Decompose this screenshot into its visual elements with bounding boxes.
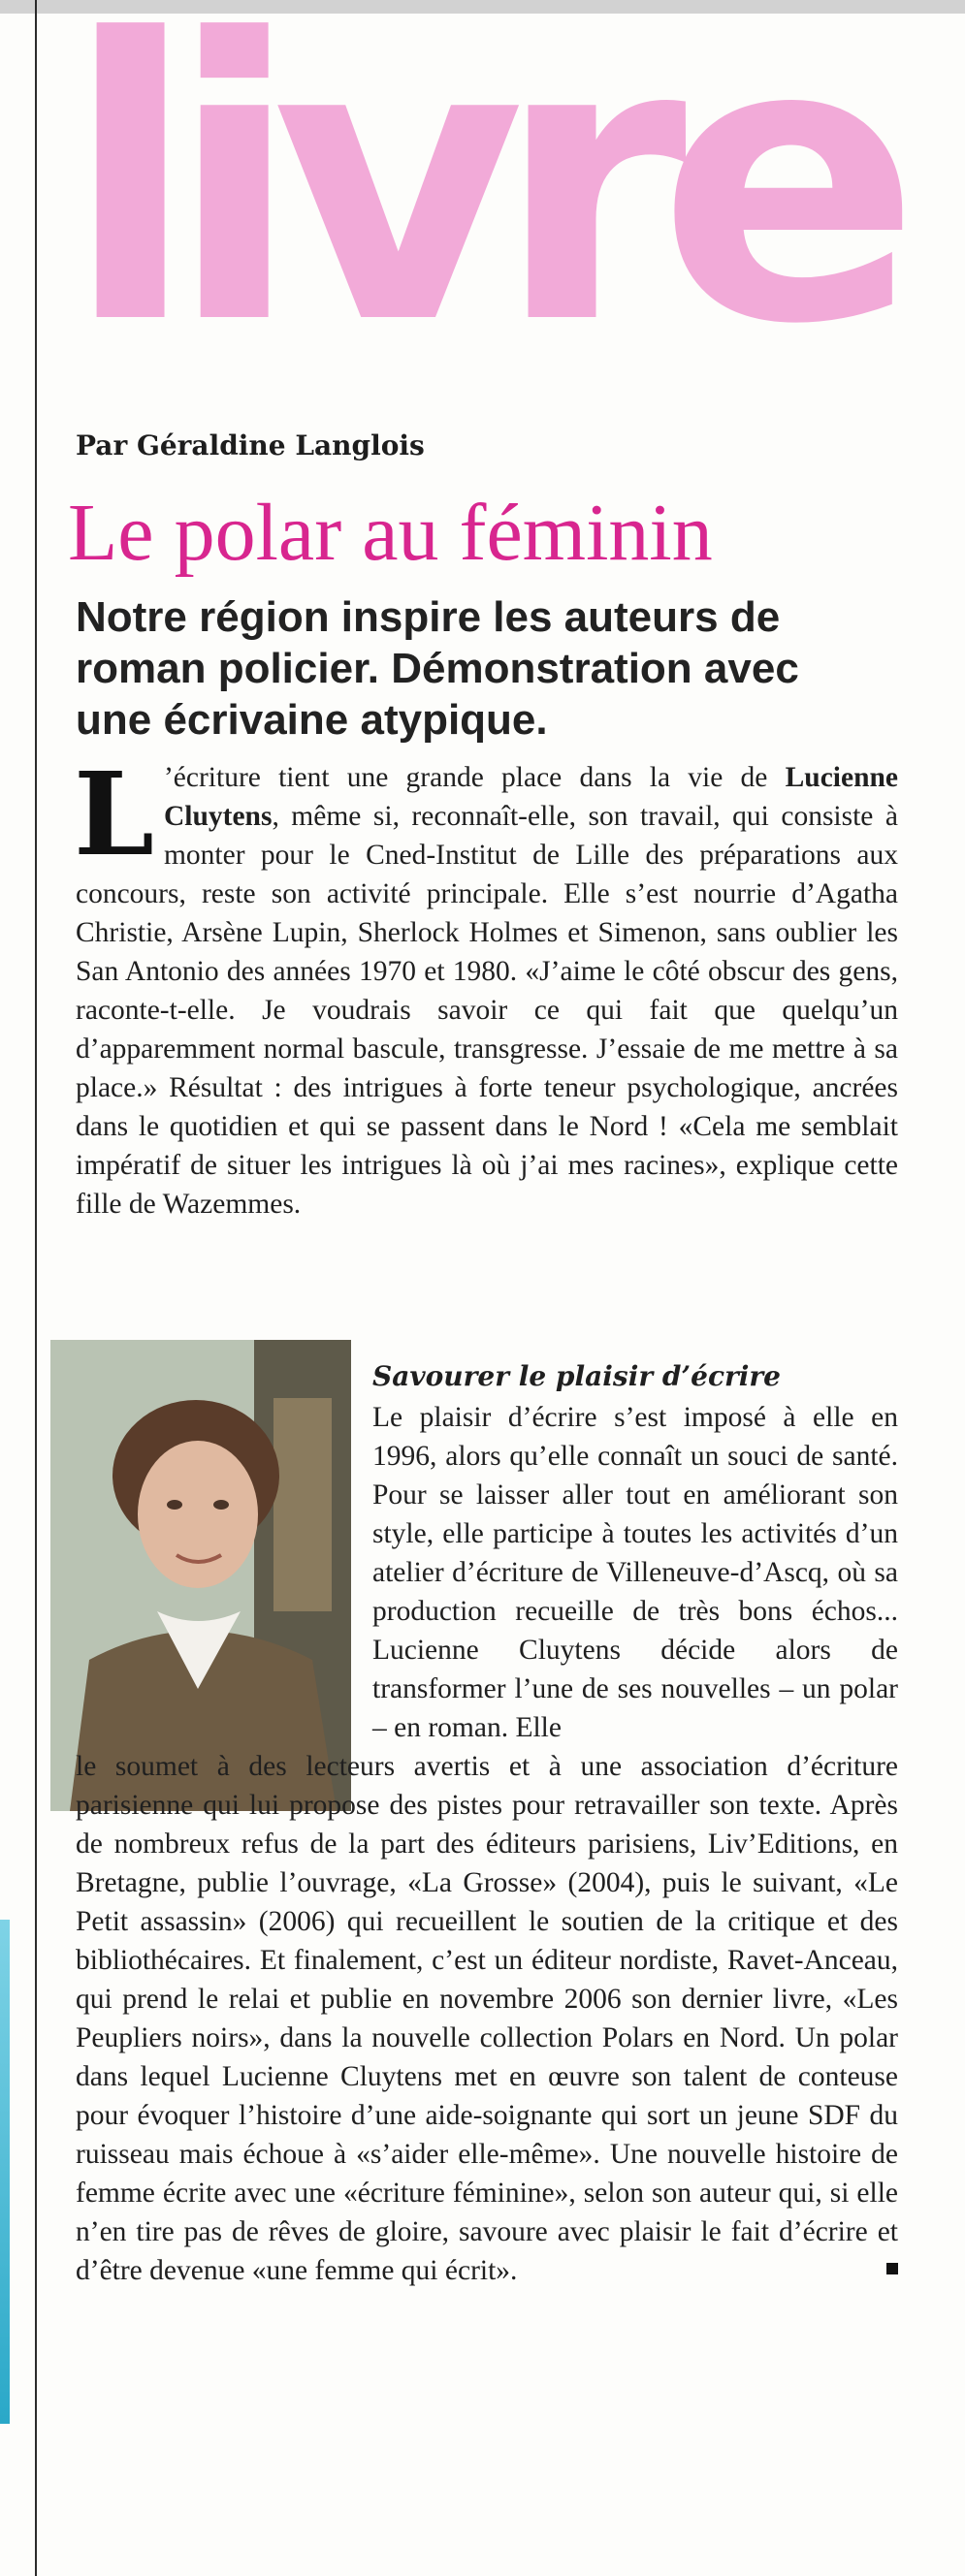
drop-cap: L [74, 747, 154, 881]
end-mark [886, 2263, 898, 2274]
side-column [372, 1357, 898, 1747]
section2-line: alors de transformer l’une de ses [372, 1635, 898, 1704]
intro-text-a: ’écriture tient une grande place dans la vie de [163, 762, 786, 793]
section2-line: Le plaisir d’écrire s’est imposé à elle [372, 1402, 854, 1433]
column-rule [35, 0, 37, 2576]
section-word: livre [64, 0, 892, 398]
author-name: Lucienne Cluytens [163, 762, 898, 832]
section2-line: à toutes les activités d’un atelier [372, 1518, 898, 1588]
section-heading: Savourer le plaisir d’écrire [372, 1360, 781, 1392]
section2-line: échos... Lucienne Cluytens décide [372, 1596, 898, 1666]
section2-line: production recueille de très bons [372, 1596, 793, 1627]
byline: Par Géraldine Langlois [76, 429, 425, 461]
article-lede: Notre région inspire les auteurs de roman policier. Démonstration avec une écrivaine atypique. [76, 593, 799, 744]
section2-line: nouvelles – un polar – en roman. Elle [372, 1673, 898, 1743]
paragraph-section2 [76, 1357, 898, 2290]
paragraph-intro [74, 747, 898, 1224]
article-title: Le polar au féminin [68, 488, 713, 578]
section2-line: en 1996, alors qu’elle connaît un souci [372, 1402, 899, 1472]
intro-text-b: , même si, reconnaît-elle, son travail, qui consiste à monter pour le Cned-Institut de Lille des préparations aux concours, reste son activité principale. Elle s’est nourrie d’Agatha Christie, Arsène Lupin, Sherlock Holmes et Simenon, sans oublier les San Antonio des années 1970 et 1980. «J’aime le côté obscur des gens, raconte-t-elle. Je voudrais savoir ce qui fait que quelqu’un d’apparemment normal bascule, transgresse. J’essaie de me mettre à sa place.» Résultat : des intrigues à forte teneur psychologique, ancrées dans le quotidien et qui se passent dans le Nord ! «Cela me semblait impératif de situer les intrigues là où j’ai mes racines», explique cette fille de Wazemmes. [76, 801, 898, 1220]
section2-line: améliorant son style, elle participe [372, 1479, 898, 1549]
section2-body: le soumet à des lecteurs avertis et à une association d’écriture parisienne qui lui propose des pistes pour retravailler son texte. Après de nombreux refus de la part des éditeurs parisiens, Liv’Editions, en Bretagne, publie l’ouvrage, «La Grosse» (2004), puis le suivant, «Le Petit assassin» (2006) qui recueillent le soutien de la critique et des bibliothécaires. Et finalement, c’est un éditeur nordiste, Ravet-Anceau, qui prend le relai et publie en novembre 2006 son dernier livre, «Les Peupliers noirs», dans la nouvelle collection Polars en Nord. Un polar dans lequel Lucienne Cluytens met en œuvre son talent de conteuse pour évoquer l’histoire d’une aide-soignante qui sort un jeune SDF du ruisseau mais échoue à «s’aider elle-même». Une nouvelle histoire de femme écrite avec une «écriture féminine», selon son auteur qui, si elle n’en tire pas de rêves de gloire, savoure avec plaisir le fait d’écrire et d’être devenue «une femme qui écrit». [76, 1751, 898, 2286]
page-edge-color-strip [0, 1920, 10, 2424]
section2-line: de santé. Pour se laisser aller tout en [372, 1441, 898, 1511]
section2-line: d’écriture de Villeneuve-d’Ascq, où sa [452, 1557, 898, 1588]
